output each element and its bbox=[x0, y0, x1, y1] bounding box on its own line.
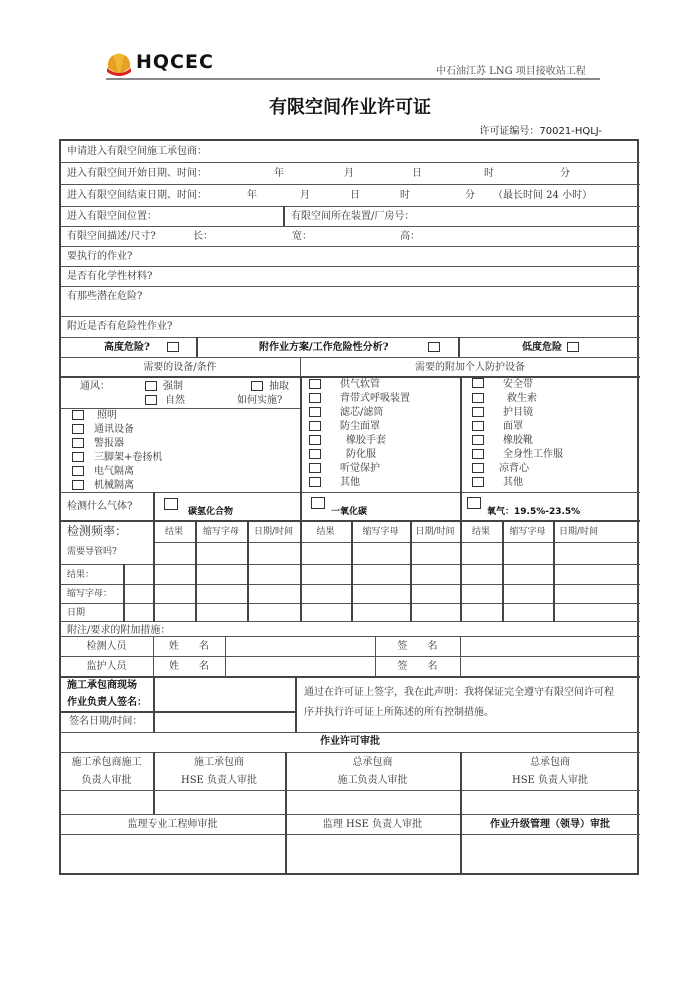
unit-label: 有限空间所在装置/厂房号： bbox=[291, 211, 415, 222]
ventilation-label: 通风： bbox=[80, 381, 110, 392]
tester-sign-label: 签 名 bbox=[397, 641, 438, 652]
natural-ventilation-label: 自然 bbox=[165, 395, 185, 406]
ppe-label-dust-mask: 防尘面罩 bbox=[340, 421, 380, 432]
approval-1-sign-field[interactable] bbox=[61, 791, 152, 813]
ppe-label-other-1: 其他 bbox=[340, 477, 360, 488]
forced-ventilation-label: 强制 bbox=[163, 381, 183, 392]
hazards-label: 有那些潜在危险? bbox=[67, 291, 143, 302]
end-year-unit: 年 bbox=[247, 190, 257, 201]
contractor-signature-field[interactable] bbox=[155, 678, 294, 710]
guard-sign-label: 签 名 bbox=[397, 661, 438, 672]
location-label: 进入有限空间位置： bbox=[67, 211, 157, 222]
contractor-sign-label-2: 作业负责人签名： bbox=[67, 697, 147, 708]
approval-5-label: 监理专业工程师审批 bbox=[127, 819, 218, 830]
ppe-label-rubber-boots: 橡胶靴 bbox=[503, 435, 533, 446]
gas-checkbox-hydrocarbon[interactable] bbox=[164, 498, 178, 510]
equipment-checkbox-electrical-isolation[interactable] bbox=[72, 466, 84, 476]
low-risk-label: 低度危险 bbox=[522, 342, 562, 353]
width-label: 宽： bbox=[292, 231, 312, 242]
col-header-datetime-2: 日期/时间 bbox=[415, 527, 455, 537]
guard-sign-field[interactable] bbox=[461, 657, 638, 676]
contractor-label: 申请进入有限空间施工承包商： bbox=[67, 146, 207, 157]
ppe-label-scba: 背带式呼吸装置 bbox=[340, 393, 410, 404]
approval-5-sign-field[interactable] bbox=[61, 836, 283, 873]
header-divider bbox=[106, 78, 600, 80]
ppe-checkbox-other-2[interactable] bbox=[472, 477, 484, 487]
col-header-datetime-3: 日期/时间 bbox=[559, 527, 599, 537]
approval-3-line1: 总承包商 bbox=[352, 757, 393, 768]
equipment-label-tripod: 三脚架+卷扬机 bbox=[94, 452, 163, 463]
end-month-unit: 月 bbox=[300, 190, 310, 201]
ppe-checkbox-dust-mask[interactable] bbox=[309, 421, 321, 431]
gas-label: 检测什么气体? bbox=[67, 501, 133, 512]
ppe-label-lifeline: 救生索 bbox=[507, 393, 537, 404]
ppe-label-hearing: 听觉保护 bbox=[340, 463, 380, 474]
gas-checkbox-co[interactable] bbox=[311, 497, 325, 509]
nearby-work-label: 附近是否有危险性作业? bbox=[67, 321, 173, 332]
page-title: 有限空间作业许可证 bbox=[269, 97, 431, 118]
task-label: 要执行的作业? bbox=[67, 251, 133, 262]
ppe-checkbox-rubber-boots[interactable] bbox=[472, 435, 484, 445]
sign-date-field[interactable] bbox=[155, 713, 294, 731]
ppe-checkbox-cooling-vest[interactable] bbox=[472, 463, 484, 473]
ppe-label-cooling-vest: 凉背心 bbox=[499, 463, 529, 474]
tester-label: 检测人员 bbox=[86, 641, 127, 652]
ppe-label-filter: 滤芯/滤筒 bbox=[340, 407, 384, 418]
company-logo bbox=[106, 50, 246, 78]
ppe-checkbox-safety-belt[interactable] bbox=[472, 378, 484, 388]
height-label: 高： bbox=[400, 231, 420, 242]
petrochina-flower-icon bbox=[106, 52, 132, 76]
ppe-label-face-shield: 面罩 bbox=[503, 421, 523, 432]
forced-ventilation-checkbox[interactable] bbox=[145, 381, 157, 391]
ppe-checkbox-other-1[interactable] bbox=[309, 477, 321, 487]
approval-2-sign-field[interactable] bbox=[155, 791, 284, 813]
initials-row-label: 缩写字母： bbox=[67, 589, 113, 599]
frequency-label: 检测频率： bbox=[67, 524, 128, 538]
ppe-checkbox-coverall[interactable] bbox=[472, 449, 484, 459]
col-header-initials-3: 缩写字母 bbox=[509, 527, 546, 537]
col-header-result-3: 结果 bbox=[471, 527, 490, 537]
approval-2-line1: 施工承包商 bbox=[194, 757, 244, 768]
guard-label: 监护人员 bbox=[86, 661, 127, 672]
ppe-label-rubber-gloves: 橡胶手套 bbox=[346, 435, 386, 446]
col-header-datetime-1: 日期/时间 bbox=[253, 527, 294, 537]
ppe-label-goggles: 护目镜 bbox=[503, 407, 533, 418]
approval-4-line2: HSE 负责人审批 bbox=[511, 775, 589, 786]
equipment-checkbox-communication[interactable] bbox=[72, 424, 84, 434]
approval-1-line1: 施工承包商施工 bbox=[71, 757, 142, 768]
permit-number bbox=[479, 122, 602, 137]
col-header-result-2: 结果 bbox=[316, 527, 335, 537]
start-hour-unit: 时 bbox=[484, 168, 494, 179]
ppe-checkbox-hearing[interactable] bbox=[309, 463, 321, 473]
end-minute-unit: 分 bbox=[465, 190, 475, 201]
approval-1-line2: 负责人审批 bbox=[81, 775, 132, 786]
permit-number-label: 许可证编号： bbox=[479, 126, 540, 137]
tester-name-field[interactable] bbox=[226, 637, 374, 656]
high-risk-label: 高度危险? bbox=[104, 342, 150, 353]
equipment-checkbox-lighting[interactable] bbox=[72, 410, 84, 420]
exhaust-ventilation-label: 抽取 bbox=[269, 381, 289, 392]
tester-sign-field[interactable] bbox=[461, 637, 638, 656]
gas-label-oxygen: 氧气：19.5%-23.5% bbox=[487, 507, 581, 517]
low-risk-checkbox[interactable] bbox=[567, 342, 579, 352]
end-hour-unit: 时 bbox=[400, 190, 410, 201]
end-datetime-label: 进入有限空间结束日期、时间： bbox=[67, 190, 207, 201]
equipment-label-electrical-isolation: 电气隔离 bbox=[94, 466, 134, 477]
approval-3-line2: 施工负责人审批 bbox=[337, 775, 408, 786]
col-header-initials-1: 缩写字母 bbox=[202, 527, 239, 537]
guard-name-field[interactable] bbox=[226, 657, 374, 676]
project-name: 中石油江苏 LNG 项目接收站工程 bbox=[436, 66, 586, 77]
approval-3-sign-field[interactable] bbox=[287, 791, 459, 813]
start-minute-unit: 分 bbox=[560, 168, 570, 179]
result-row-label: 结果： bbox=[67, 570, 95, 580]
tube-label: 需要导管吗? bbox=[67, 547, 117, 557]
end-day-unit: 日 bbox=[350, 190, 360, 201]
ppe-checkbox-filter[interactable] bbox=[309, 407, 321, 417]
approval-4-sign-field[interactable] bbox=[462, 791, 638, 813]
permit-number-value: 70021-HQLJ- bbox=[539, 126, 602, 137]
equipment-checkbox-alarm[interactable] bbox=[72, 438, 84, 448]
col-header-initials-2: 缩写字母 bbox=[362, 527, 399, 537]
col-header-result-1: 结果 bbox=[164, 527, 183, 537]
ppe-checkbox-air-hose[interactable] bbox=[309, 379, 321, 389]
max-time-note: （最长时间 24 小时） bbox=[493, 190, 593, 201]
declaration-line-2: 序并执行许可证上所陈述的所有控制措施。 bbox=[304, 707, 494, 718]
chemicals-label: 是否有化学性材料? bbox=[67, 271, 153, 282]
guard-name-label: 姓 名 bbox=[169, 661, 209, 672]
ppe-label-other-2: 其他 bbox=[503, 477, 523, 488]
approval-7-sign-field[interactable] bbox=[462, 836, 638, 873]
equipment-label-mechanical-isolation: 机械隔离 bbox=[94, 480, 134, 491]
start-year-unit: 年 bbox=[274, 168, 284, 179]
ppe-checkbox-lifeline[interactable] bbox=[472, 393, 484, 403]
ppe-header: 需要的附加个人防护设备 bbox=[415, 362, 525, 373]
equipment-checkbox-mechanical-isolation[interactable] bbox=[72, 480, 84, 490]
equipment-label-alarm: 警报器 bbox=[94, 438, 124, 449]
tester-name-label: 姓 名 bbox=[169, 641, 209, 652]
equipment-label-communication: 通讯设备 bbox=[94, 424, 134, 435]
high-risk-checkbox[interactable] bbox=[167, 342, 179, 352]
contractor-sign-label-1: 施工承包商现场 bbox=[67, 680, 137, 691]
contractor-field[interactable] bbox=[200, 141, 636, 161]
how-implement-label: 如何实施? bbox=[237, 395, 283, 406]
length-label: 长： bbox=[193, 231, 213, 242]
ppe-label-coverall: 全身性工作服 bbox=[503, 449, 563, 460]
logo-text: HQCEC bbox=[136, 51, 214, 73]
approval-4-line1: 总承包商 bbox=[530, 757, 570, 768]
work-plan-label: 附作业方案/工作危险性分析? bbox=[259, 342, 389, 353]
exhaust-ventilation-checkbox[interactable] bbox=[251, 381, 263, 391]
size-label: 有限空间描述/尺寸? bbox=[67, 231, 156, 242]
ppe-checkbox-chemical-suit[interactable] bbox=[309, 449, 321, 459]
start-day-unit: 日 bbox=[412, 168, 422, 179]
start-datetime-label: 进入有限空间开始日期、时间： bbox=[67, 168, 207, 179]
ppe-checkbox-face-shield[interactable] bbox=[472, 421, 484, 431]
approval-6-label: 监理 HSE 负责人审批 bbox=[322, 819, 423, 830]
approval-header: 作业许可审批 bbox=[320, 736, 380, 747]
gas-checkbox-oxygen[interactable] bbox=[467, 497, 481, 509]
start-month-unit: 月 bbox=[344, 168, 354, 179]
notes-label: 附注/要求的附加措施： bbox=[67, 625, 171, 636]
work-plan-checkbox[interactable] bbox=[428, 342, 440, 352]
approval-7-label: 作业升级管理（领导）审批 bbox=[490, 819, 610, 830]
declaration-line-1: 通过在许可证上签字，我在此声明：我将保证完全遵守有限空间许可程 bbox=[304, 687, 614, 698]
ppe-checkbox-goggles[interactable] bbox=[472, 407, 484, 417]
ppe-checkbox-scba[interactable] bbox=[309, 393, 321, 403]
ppe-label-chemical-suit: 防化服 bbox=[346, 449, 376, 460]
gas-label-co: 一氧化碳 bbox=[331, 507, 368, 517]
ppe-checkbox-rubber-gloves[interactable] bbox=[309, 435, 321, 445]
ppe-label-safety-belt: 安全带 bbox=[503, 379, 533, 390]
equipment-label-lighting: 照明 bbox=[97, 410, 117, 421]
equipment-header: 需要的设备/条件 bbox=[143, 362, 217, 373]
gas-label-hydrocarbon: 碳氢化合物 bbox=[188, 507, 234, 517]
approval-2-line2: HSE 负责人审批 bbox=[180, 775, 258, 786]
sign-date-label: 签名日期/时间： bbox=[69, 716, 143, 727]
approval-6-sign-field[interactable] bbox=[287, 836, 459, 873]
equipment-checkbox-tripod[interactable] bbox=[72, 452, 84, 462]
natural-ventilation-checkbox[interactable] bbox=[145, 395, 157, 405]
ppe-label-air-hose: 供气软管 bbox=[340, 379, 380, 390]
date-row-label: 日期 bbox=[67, 608, 86, 618]
